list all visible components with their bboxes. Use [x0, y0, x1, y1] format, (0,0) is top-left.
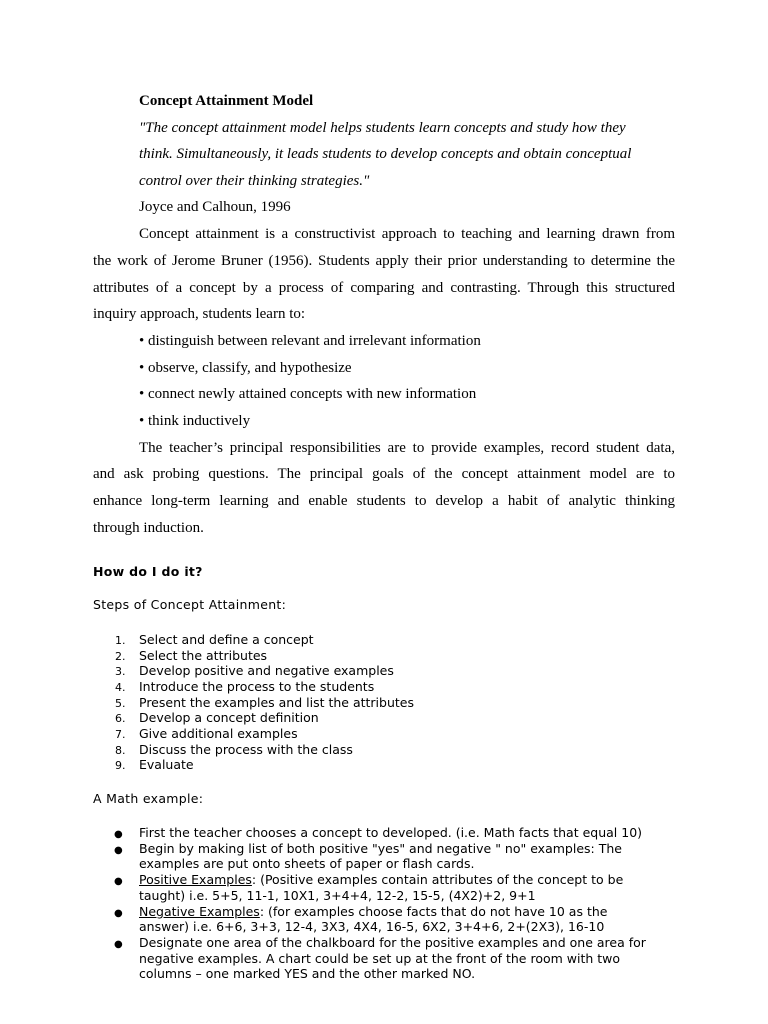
step-text: Give additional examples — [139, 726, 298, 741]
step-text: Select and define a concept — [139, 632, 314, 647]
math-item-text: Begin by making list of both positive "yes" and negative " no" examples: The — [139, 841, 622, 856]
teacher-line-1: The teacher’s principal responsibilities are to provide examples, record student data, — [139, 440, 675, 456]
learn-bullet-1: • distinguish between relevant and irrelevant information — [139, 333, 481, 349]
step-item — [93, 757, 194, 772]
intro-line-3: attributes of a concept by a process of comparing and contrasting. Through this structured — [93, 280, 675, 296]
quote-line-2: think. Simultaneously, it leads students to develop concepts and obtain conceptual — [139, 146, 632, 162]
math-example-heading: A Math example: — [93, 791, 204, 806]
math-bullet-item — [114, 841, 622, 856]
learn-bullet-2: • observe, classify, and hypothesize — [139, 360, 352, 376]
step-text: Develop a concept definition — [139, 710, 319, 725]
step-text: Present the examples and list the attributes — [139, 695, 414, 710]
quote-citation: Joyce and Calhoun, 1996 — [139, 199, 291, 215]
step-item — [93, 648, 267, 663]
math-item-continuation: examples are put onto sheets of paper or flash cards. — [139, 856, 475, 871]
howto-heading: How do I do it? — [93, 564, 203, 579]
teacher-line-4: through induction. — [93, 520, 204, 536]
bullet-icon: ● — [114, 876, 123, 887]
bullet-icon: ● — [114, 908, 123, 919]
steps-heading: Steps of Concept Attainment: — [93, 597, 287, 612]
step-number: 8. — [115, 744, 126, 757]
step-number: 5. — [115, 697, 126, 710]
step-number: 2. — [115, 650, 126, 663]
math-item-text: : (for examples choose facts that do not have 10 as the — [259, 904, 608, 919]
step-item — [93, 742, 353, 757]
step-item — [93, 726, 298, 741]
step-number: 3. — [115, 665, 126, 678]
math-item-text: First the teacher chooses a concept to developed. (i.e. Math facts that equal 10) — [139, 825, 643, 840]
step-item — [93, 632, 314, 647]
math-bullet-item — [114, 935, 646, 950]
step-text: Select the attributes — [139, 648, 268, 663]
step-number: 6. — [115, 712, 126, 725]
step-item — [93, 710, 319, 725]
step-number: 9. — [115, 759, 126, 772]
math-item-continuation: answer) i.e. 6+6, 3+3, 12-4, 3X3, 4X4, 16-5, 6X2, 3+4+6, 2+(2X3), 16-10 — [139, 919, 605, 934]
step-text: Evaluate — [139, 757, 194, 772]
bullet-icon: ● — [114, 845, 123, 856]
bullet-icon: ● — [114, 939, 123, 950]
step-item — [93, 695, 414, 710]
math-item-continuation: taught) i.e. 5+5, 11-1, 10X1, 3+4+4, 12-2, 15-5, (4X2)+2, 9+1 — [139, 888, 536, 903]
step-number: 4. — [115, 681, 126, 694]
math-bullet-item — [114, 825, 642, 840]
step-item — [93, 679, 374, 694]
teacher-line-3: enhance long-term learning and enable students to develop a habit of analytic thinking — [93, 493, 675, 509]
intro-line-4: inquiry approach, students learn to: — [93, 306, 306, 322]
negative-examples-label: Negative Examples — [139, 904, 260, 919]
learn-bullet-4: • think inductively — [139, 413, 251, 429]
math-item-continuation: columns – one marked YES and the other marked NO. — [139, 966, 476, 981]
math-item-continuation: negative examples. A chart could be set up at the front of the room with two — [139, 951, 621, 966]
learn-bullet-3: • connect newly attained concepts with new information — [139, 386, 477, 402]
teacher-line-2: and ask probing questions. The principal goals of the concept attainment model are to — [93, 466, 675, 482]
intro-line-2: the work of Jerome Bruner (1956). Students apply their prior understanding to determine the — [93, 253, 675, 269]
math-bullet-item — [114, 872, 623, 887]
math-item-text: Designate one area of the chalkboard for the positive examples and one area for — [139, 935, 646, 950]
document-title: Concept Attainment Model — [139, 93, 314, 109]
step-text: Introduce the process to the students — [139, 679, 375, 694]
step-number: 7. — [115, 728, 126, 741]
math-item-text: : (Positive examples contain attributes of the concept to be — [251, 872, 624, 887]
step-text: Develop positive and negative examples — [139, 663, 394, 678]
bullet-icon: ● — [114, 829, 123, 840]
step-item — [93, 663, 394, 678]
math-bullet-item — [114, 904, 607, 919]
step-number: 1. — [115, 634, 126, 647]
quote-line-3: control over their thinking strategies." — [139, 173, 370, 189]
step-text: Discuss the process with the class — [139, 742, 353, 757]
positive-examples-label: Positive Examples — [139, 872, 252, 887]
intro-line-1: Concept attainment is a constructivist approach to teaching and learning drawn from — [139, 226, 675, 242]
quote-line-1: "The concept attainment model helps students learn concepts and study how they — [139, 120, 626, 136]
